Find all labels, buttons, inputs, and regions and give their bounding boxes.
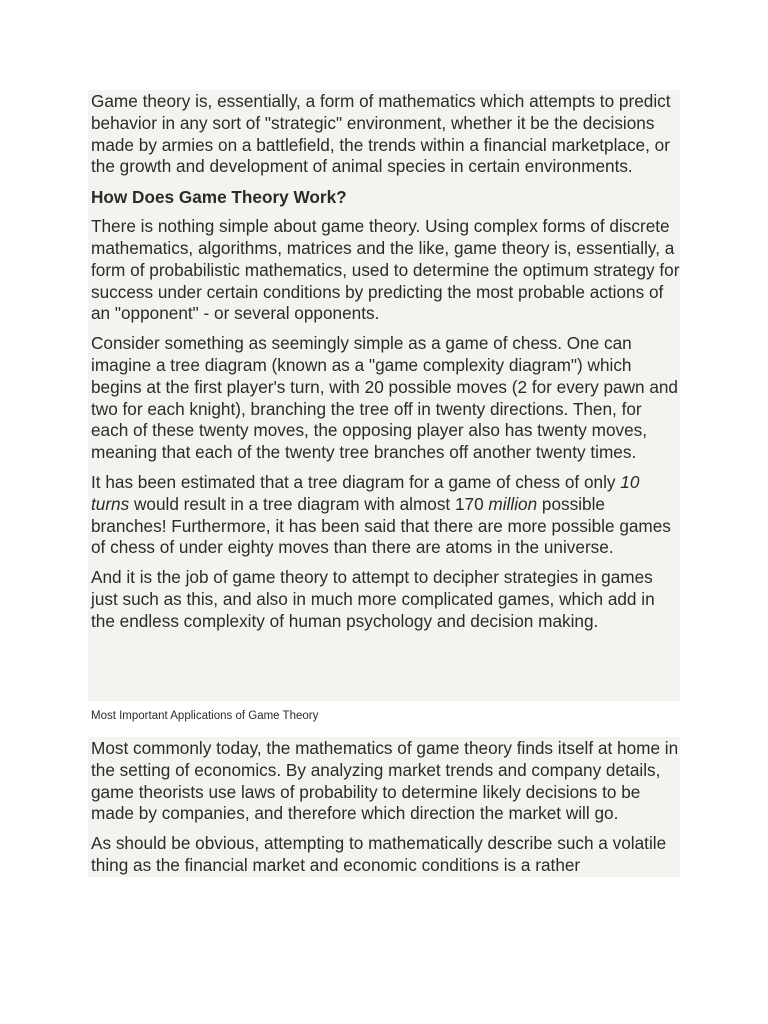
- paragraph-estimate: [91, 472, 680, 559]
- estimate-text-2: would result in a tree diagram with almost 170: [129, 493, 489, 514]
- estimate-emphasis-turns: 10 turns: [91, 471, 640, 514]
- paragraph-complexity: There is nothing simple about game theory. Using complex forms of discrete mathematics, algorithms, matrices and the like, game theory is, essentially, a form of probabilistic mathematics, used to determine the optimum strategy for success under certain conditions by predicting the most probable actions of an "opponent" - or several opponents.: [91, 216, 680, 324]
- estimate-text-3: possible branches! Furthermore, it has been said that there are more possible games of chess of under eighty moves than there are atoms in the universe.: [91, 493, 671, 558]
- paragraph-chess: Consider something as seemingly simple as a game of chess. One can imagine a tree diagram (known as a "game complexity diagram") which begins at the first player's turn, with 20 possible moves (2 for every pawn and two for each knight), branching the tree off in twenty directions. Then, for each of these twenty moves, the opposing player also has twenty moves, meaning that each of the twenty tree branches off another twenty times.: [91, 333, 678, 463]
- section-heading: How Does Game Theory Work?: [91, 187, 347, 208]
- estimate-emphasis-million: million: [488, 493, 538, 514]
- paragraph-economics: Most commonly today, the mathematics of game theory finds itself at home in the setting of economics. By analyzing market trends and company details, game theorists use laws of probability to determine likely decisions to be made by companies, and therefore which direction the market will go.: [91, 738, 679, 824]
- section-caption: Most Important Applications of Game Theory: [91, 710, 319, 722]
- text-block-main: [88, 90, 680, 701]
- paragraph-job: And it is the job of game theory to attempt to decipher strategies in games just such as this, and also in much more complicated games, which add in the endless complexity of human psychology and decision making.: [91, 567, 655, 631]
- intro-paragraph: Game theory is, essentially, a form of mathematics which attempts to predict behavior in any sort of "strategic" environment, whether it be the decisions made by armies on a battlefield, the trends within a financial marketplace, or the growth and development of animal species in certain environments.: [91, 91, 671, 177]
- paragraph-volatile: As should be obvious, attempting to mathematically describe such a volatile thing as the financial market and economic conditions is a rather: [91, 833, 667, 875]
- estimate-text-1: It has been estimated that a tree diagram for a game of chess of only: [91, 471, 621, 492]
- text-block-applications: [88, 737, 680, 877]
